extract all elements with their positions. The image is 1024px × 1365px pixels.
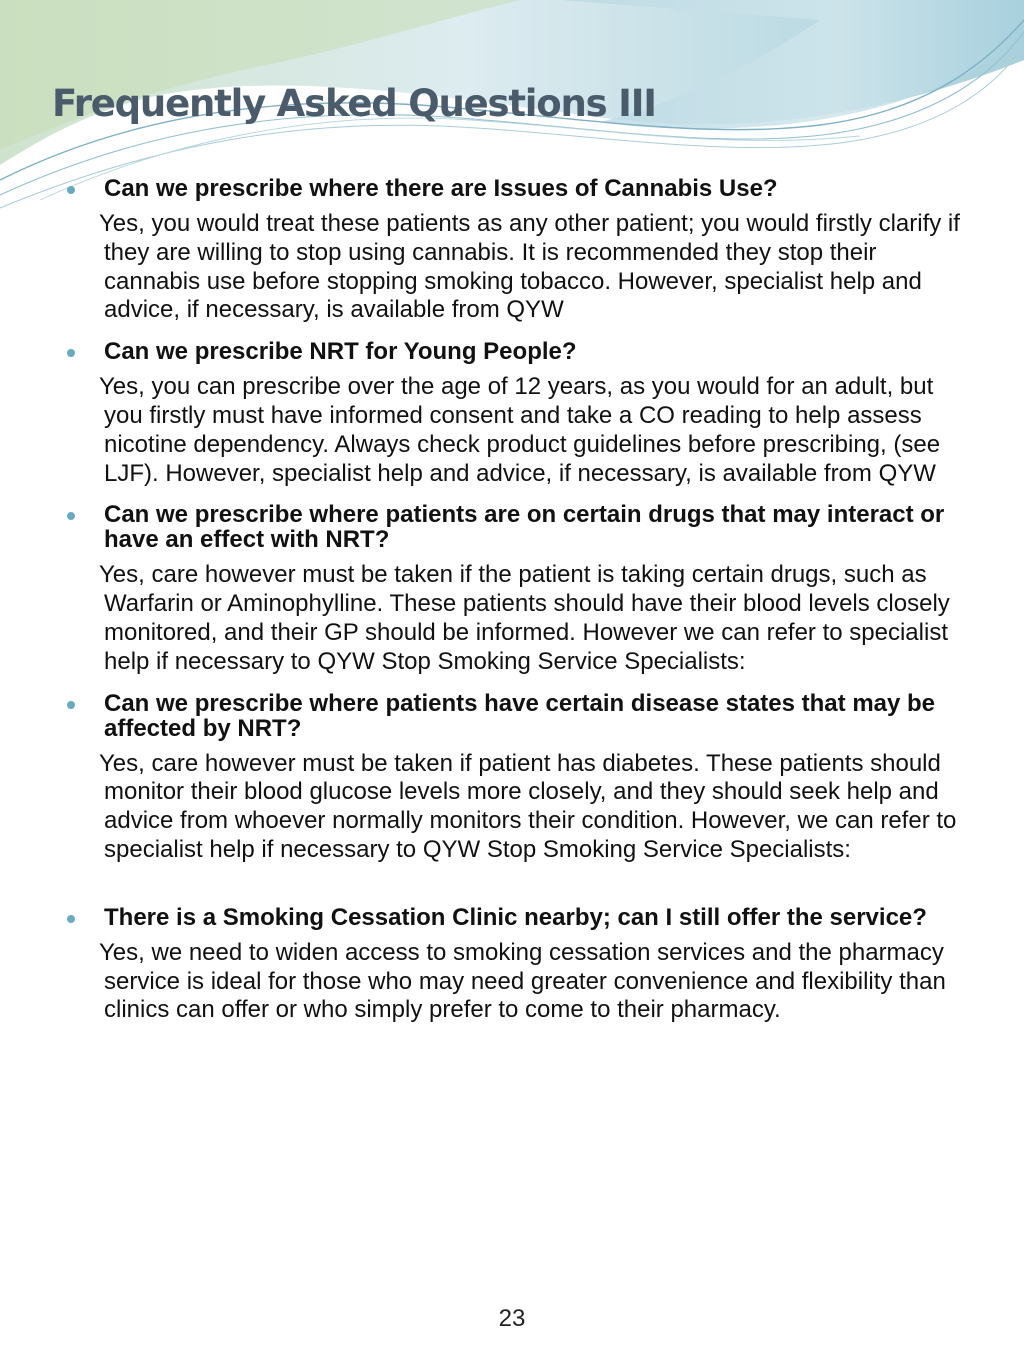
faq-question: Can we prescribe where patients have certain disease states that may be affected by NRT?: [104, 689, 936, 742]
bullet-icon: [67, 186, 75, 194]
faq-item: [60, 502, 960, 676]
page-title: Frequently Asked Questions III: [52, 82, 656, 125]
faq-question: Can we prescribe where there are Issues of Cannabis Use?: [104, 175, 778, 202]
faq-item: [60, 691, 960, 865]
faq-answer: Yes, care however must be taken if patient has diabetes. These patients should monitor their blood glucose levels more closely, and they should seek help and advice from whoever normally monitors their condition. However, we can refer to specialist help if necessary to QYW Stop Smoking Service Specialists:: [99, 749, 957, 863]
faq-item: [60, 905, 960, 1025]
faq-answer: Yes, we need to widen access to smoking cessation services and the pharmacy service is ideal for those who may need greater convenience and flexibility than clinics can offer or who simply prefer to come to their pharmacy.: [99, 938, 946, 1024]
faq-answer: Yes, you would treat these patients as any other patient; you would firstly clarify if they are willing to stop using cannabis. It is recommended they stop their cannabis use before stopping smoking tobacco. However, specialist help and advice, if necessary, is available from QYW: [99, 210, 960, 324]
faq-answer: Yes, you can prescribe over the age of 12 years, as you would for an adult, but you firstly must have informed consent and take a CO reading to help assess nicotine dependency. Always check product guidelines before prescribing, (see LJF). However, specialist help and advice, if necessary, is available from QYW: [99, 373, 941, 487]
bullet-icon: [67, 915, 75, 923]
faq-item: [60, 339, 960, 488]
page-number: 23: [498, 1305, 526, 1332]
faq-question: Can we prescribe where patients are on certain drugs that may interact or have an effect with NRT?: [104, 501, 945, 554]
faq-list: [60, 176, 960, 1025]
faq-question: There is a Smoking Cessation Clinic nearby; can I still offer the service?: [104, 903, 927, 931]
faq-item: [60, 176, 960, 325]
faq-answer: Yes, care however must be taken if the patient is taking certain drugs, such as Warfarin or Aminophylline. These patients should have their blood levels closely monitored, and their GP should be informed. However we can refer to specialist help if necessary to QYW Stop Smoking Service Specialists:: [99, 561, 950, 675]
faq-question: Can we prescribe NRT for Young People?: [104, 338, 577, 366]
bullet-icon: [67, 512, 75, 520]
bullet-icon: [67, 701, 75, 709]
bullet-icon: [67, 349, 75, 357]
